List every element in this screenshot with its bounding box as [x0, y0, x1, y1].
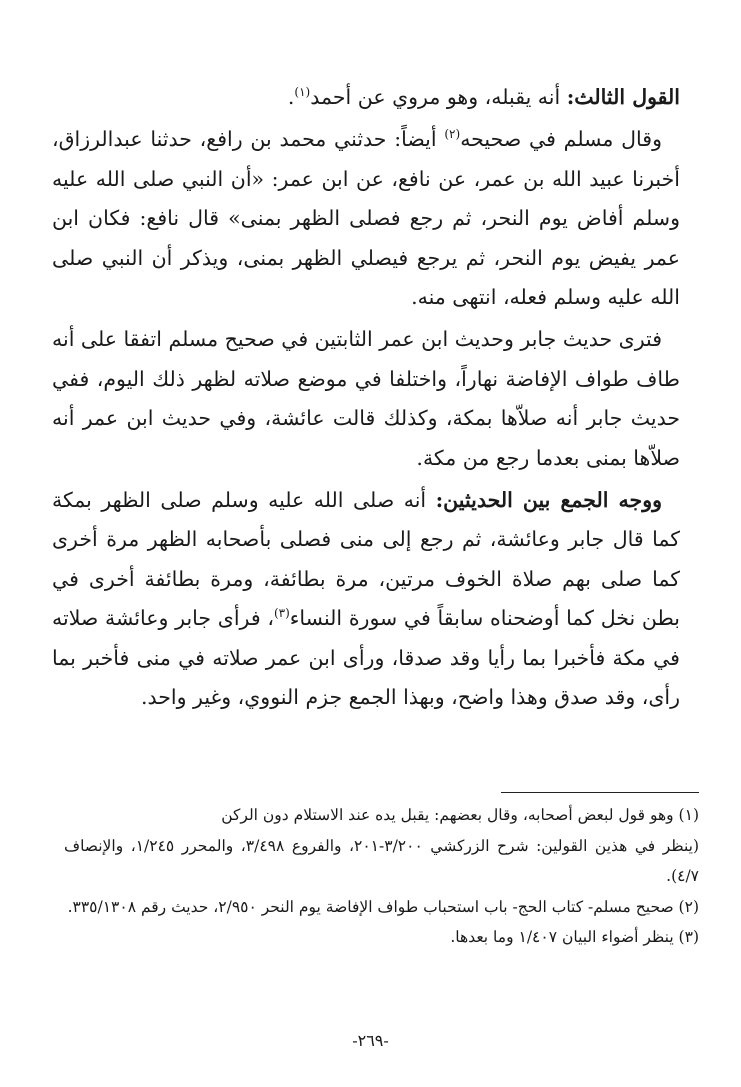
paragraph-reconciliation [52, 481, 680, 717]
page-number: -٢٦٩- [352, 1031, 389, 1050]
paragraph-text: وقال مسلم في صحيحه [460, 127, 662, 152]
footnote-1-line-2: (ينظر في هذين القولين: شرح الزركشي ٣/٢٠٠-٢٠١، والفروع ٣/٤٩٨، والمحرر ١/٢٤٥، والإنصاف ٤/٧). [64, 836, 699, 885]
paragraph-muslim-hadith [52, 120, 680, 317]
footnote-ref-3: (٣) [273, 606, 290, 621]
footnote-ref-1: (١) [294, 85, 311, 100]
paragraph-text: أنه صلى الله عليه وسلم صلى الظهر بمكة كما قال جابر وعائشة، ثم رجع إلى منى فصلى بأصحابه الظهر مرة أخرى كما صلى بهم صلاة الخوف مرتين، مرة بطائفة، ومرة بطائفة أخرى في بطن نخل كما أوضحناه سابقاً في سورة النساء [52, 488, 680, 631]
paragraph-end: . [287, 85, 295, 109]
paragraph-text: ، فرأى جابر وعائشة صلاته في مكة فأخبرا بما رأيا وقد صدقا، ورأى ابن عمر صلاته في منى فأخبر بما رأى، وقد صدق وهذا واضح، وبهذا الجمع جزم النووي، وغير واحد. [52, 606, 680, 710]
heading-reconciliation: ووجه الجمع بين الحديثين: [435, 488, 662, 513]
footnote-divider [501, 792, 699, 793]
footnotes [64, 800, 699, 953]
paragraph-comparison: فترى حديث جابر وحديث ابن عمر الثابتين في صحيح مسلم اتفقا على أنه طاف طواف الإفاضة نهاراً، واختلفا في موضع صلاته لظهر ذلك اليوم، ففي حديث جابر أنه صلاّها بمكة، وكذلك قالت عائشة، وفي حديث ابن عمر أنه صلاّها بمنى بعدما رجع من مكة. [52, 327, 680, 470]
footnote-3: (٣) ينظر أضواء البيان ١/٤٠٧ وما بعدها. [450, 928, 699, 946]
paragraph-text: أيضاً: حدثني محمد بن رافع، حدثنا عبدالرزاق، أخبرنا عبيد الله بن عمر، عن نافع، عن ابن عمر: «أن النبي صلى الله عليه وسلم أفاض يوم النحر، ثم رجع فصلى الظهر بمنى» قال نافع: فكان ابن عمر يفيض يوم النحر، ثم يرجع فيصلي الظهر بمنى، ويذكر أن النبي صلى الله عليه وسلم فعله، انتهى منه. [52, 127, 680, 310]
paragraph-text: أنه يقبله، وهو مروي عن أحمد [310, 85, 567, 109]
footnote-1-line-1: (١) وهو قول لبعض أصحابه، وقال بعضهم: يقبل يده عند الاستلام دون الركن [221, 806, 699, 824]
footnote-2: (٢) صحيح مسلم- كتاب الحج- باب استحباب طواف الإفاضة يوم النحر ٢/٩٥٠، حديث رقم ٣٣٥/١٣٠٨. [67, 897, 699, 916]
heading-third-opinion: القول الثالث: [566, 85, 680, 109]
paragraph-third-opinion [52, 78, 680, 117]
footnote-ref-2: (٢) [444, 127, 461, 142]
main-text [52, 78, 680, 718]
